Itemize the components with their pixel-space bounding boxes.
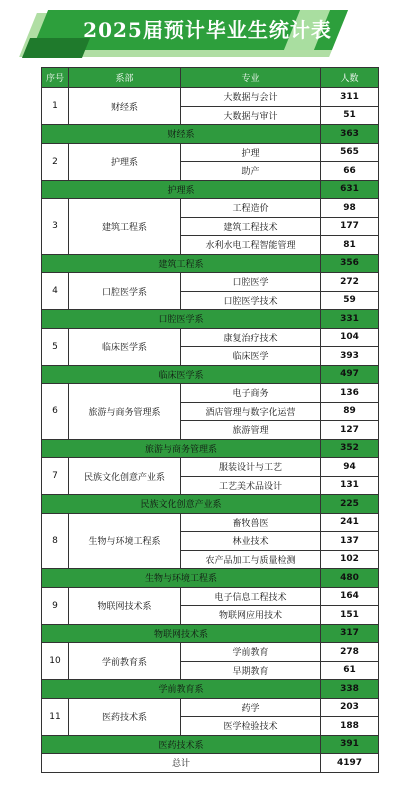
dept-no-cell: 5	[42, 328, 69, 365]
dept-name-cell: 临床医学系	[69, 328, 181, 365]
dept-no-cell: 3	[42, 199, 69, 255]
subtotal-count-cell: 338	[321, 680, 379, 699]
major-name-cell: 工艺美术品设计	[181, 476, 321, 495]
subtotal-row	[42, 495, 379, 514]
major-count-cell: 137	[321, 532, 379, 551]
dept-no-cell: 1	[42, 88, 69, 125]
major-count-cell: 131	[321, 476, 379, 495]
major-name-cell: 农产品加工与质量检测	[181, 550, 321, 569]
major-name-cell: 建筑工程技术	[181, 217, 321, 236]
major-count-cell: 565	[321, 143, 379, 162]
subtotal-label-cell: 临床医学系	[42, 365, 321, 384]
subtotal-count-cell: 352	[321, 439, 379, 458]
dept-name-cell: 护理系	[69, 143, 181, 180]
dept-no-cell: 6	[42, 384, 69, 440]
major-name-cell: 林业技术	[181, 532, 321, 551]
major-count-cell: 89	[321, 402, 379, 421]
dept-name-cell: 物联网技术系	[69, 587, 181, 624]
subtotal-label-cell: 财经系	[42, 125, 321, 144]
dept-name-cell: 建筑工程系	[69, 199, 181, 255]
major-name-cell: 工程造价	[181, 199, 321, 218]
subtotal-label-cell: 学前教育系	[42, 680, 321, 699]
dept-no-cell: 10	[42, 643, 69, 680]
dept-no-cell: 2	[42, 143, 69, 180]
subtotal-row	[42, 180, 379, 199]
major-count-cell: 127	[321, 421, 379, 440]
table-row	[42, 513, 379, 532]
table-row	[42, 458, 379, 477]
major-name-cell: 酒店管理与数字化运营	[181, 402, 321, 421]
graduates-table	[41, 67, 379, 773]
subtotal-count-cell: 225	[321, 495, 379, 514]
major-name-cell: 早期教育	[181, 661, 321, 680]
dept-no-cell: 8	[42, 513, 69, 569]
table-row	[42, 384, 379, 403]
subtotal-row	[42, 569, 379, 588]
major-name-cell: 口腔医学技术	[181, 291, 321, 310]
major-count-cell: 311	[321, 88, 379, 107]
subtotal-label-cell: 民族文化创意产业系	[42, 495, 321, 514]
subtotal-row	[42, 310, 379, 329]
dept-no-cell: 7	[42, 458, 69, 495]
major-name-cell: 大数据与会计	[181, 88, 321, 107]
major-name-cell: 畜牧兽医	[181, 513, 321, 532]
major-count-cell: 104	[321, 328, 379, 347]
major-count-cell: 177	[321, 217, 379, 236]
table-row	[42, 199, 379, 218]
major-count-cell: 272	[321, 273, 379, 292]
dept-no-cell: 4	[42, 273, 69, 310]
major-count-cell: 241	[321, 513, 379, 532]
header-no: 序号	[42, 68, 69, 88]
dept-no-cell: 11	[42, 698, 69, 735]
total-label-cell: 总计	[42, 754, 321, 773]
major-count-cell: 136	[321, 384, 379, 403]
dept-name-cell: 医药技术系	[69, 698, 181, 735]
subtotal-count-cell: 363	[321, 125, 379, 144]
major-name-cell: 药学	[181, 698, 321, 717]
header-count: 人数	[321, 68, 379, 88]
subtotal-label-cell: 物联网技术系	[42, 624, 321, 643]
subtotal-label-cell: 生物与环境工程系	[42, 569, 321, 588]
table-header-row	[42, 68, 379, 88]
major-count-cell: 98	[321, 199, 379, 218]
subtotal-count-cell: 317	[321, 624, 379, 643]
major-name-cell: 护理	[181, 143, 321, 162]
header-department: 系部	[69, 68, 181, 88]
header-major: 专业	[181, 68, 321, 88]
dept-name-cell: 民族文化创意产业系	[69, 458, 181, 495]
major-count-cell: 393	[321, 347, 379, 366]
page-title: 2025届预计毕业生统计表	[83, 18, 332, 42]
major-count-cell: 102	[321, 550, 379, 569]
major-count-cell: 81	[321, 236, 379, 255]
subtotal-row	[42, 125, 379, 144]
table-row	[42, 88, 379, 107]
major-name-cell: 电子商务	[181, 384, 321, 403]
major-name-cell: 医学检验技术	[181, 717, 321, 736]
major-count-cell: 66	[321, 162, 379, 181]
dept-name-cell: 口腔医学系	[69, 273, 181, 310]
major-count-cell: 94	[321, 458, 379, 477]
subtotal-row	[42, 624, 379, 643]
major-name-cell: 服装设计与工艺	[181, 458, 321, 477]
table-row	[42, 143, 379, 162]
title-banner	[0, 0, 415, 66]
major-count-cell: 151	[321, 606, 379, 625]
dept-name-cell: 生物与环境工程系	[69, 513, 181, 569]
major-name-cell: 助产	[181, 162, 321, 181]
major-name-cell: 旅游管理	[181, 421, 321, 440]
subtotal-row	[42, 365, 379, 384]
major-count-cell: 203	[321, 698, 379, 717]
major-count-cell: 278	[321, 643, 379, 662]
major-count-cell: 61	[321, 661, 379, 680]
subtotal-row	[42, 254, 379, 273]
major-count-cell: 59	[321, 291, 379, 310]
table-row	[42, 698, 379, 717]
table-row	[42, 328, 379, 347]
major-name-cell: 康复治疗技术	[181, 328, 321, 347]
dept-name-cell: 学前教育系	[69, 643, 181, 680]
subtotal-count-cell: 631	[321, 180, 379, 199]
subtotal-count-cell: 356	[321, 254, 379, 273]
subtotal-count-cell: 391	[321, 735, 379, 754]
subtotal-label-cell: 旅游与商务管理系	[42, 439, 321, 458]
major-count-cell: 164	[321, 587, 379, 606]
table-row	[42, 587, 379, 606]
major-name-cell: 电子信息工程技术	[181, 587, 321, 606]
dept-name-cell: 财经系	[69, 88, 181, 125]
major-name-cell: 临床医学	[181, 347, 321, 366]
subtotal-row	[42, 680, 379, 699]
dept-name-cell: 旅游与商务管理系	[69, 384, 181, 440]
subtotal-label-cell: 口腔医学系	[42, 310, 321, 329]
table-body	[42, 88, 379, 773]
subtotal-count-cell: 497	[321, 365, 379, 384]
major-name-cell: 物联网应用技术	[181, 606, 321, 625]
subtotal-count-cell: 331	[321, 310, 379, 329]
total-row	[42, 754, 379, 773]
major-count-cell: 188	[321, 717, 379, 736]
table-row	[42, 643, 379, 662]
major-name-cell: 大数据与审计	[181, 106, 321, 125]
dept-no-cell: 9	[42, 587, 69, 624]
table-row	[42, 273, 379, 292]
subtotal-label-cell: 建筑工程系	[42, 254, 321, 273]
total-count-cell: 4197	[321, 754, 379, 773]
major-count-cell: 51	[321, 106, 379, 125]
subtotal-row	[42, 735, 379, 754]
subtotal-label-cell: 医药技术系	[42, 735, 321, 754]
major-name-cell: 学前教育	[181, 643, 321, 662]
subtotal-row	[42, 439, 379, 458]
subtotal-count-cell: 480	[321, 569, 379, 588]
major-name-cell: 水利水电工程智能管理	[181, 236, 321, 255]
subtotal-label-cell: 护理系	[42, 180, 321, 199]
major-name-cell: 口腔医学	[181, 273, 321, 292]
